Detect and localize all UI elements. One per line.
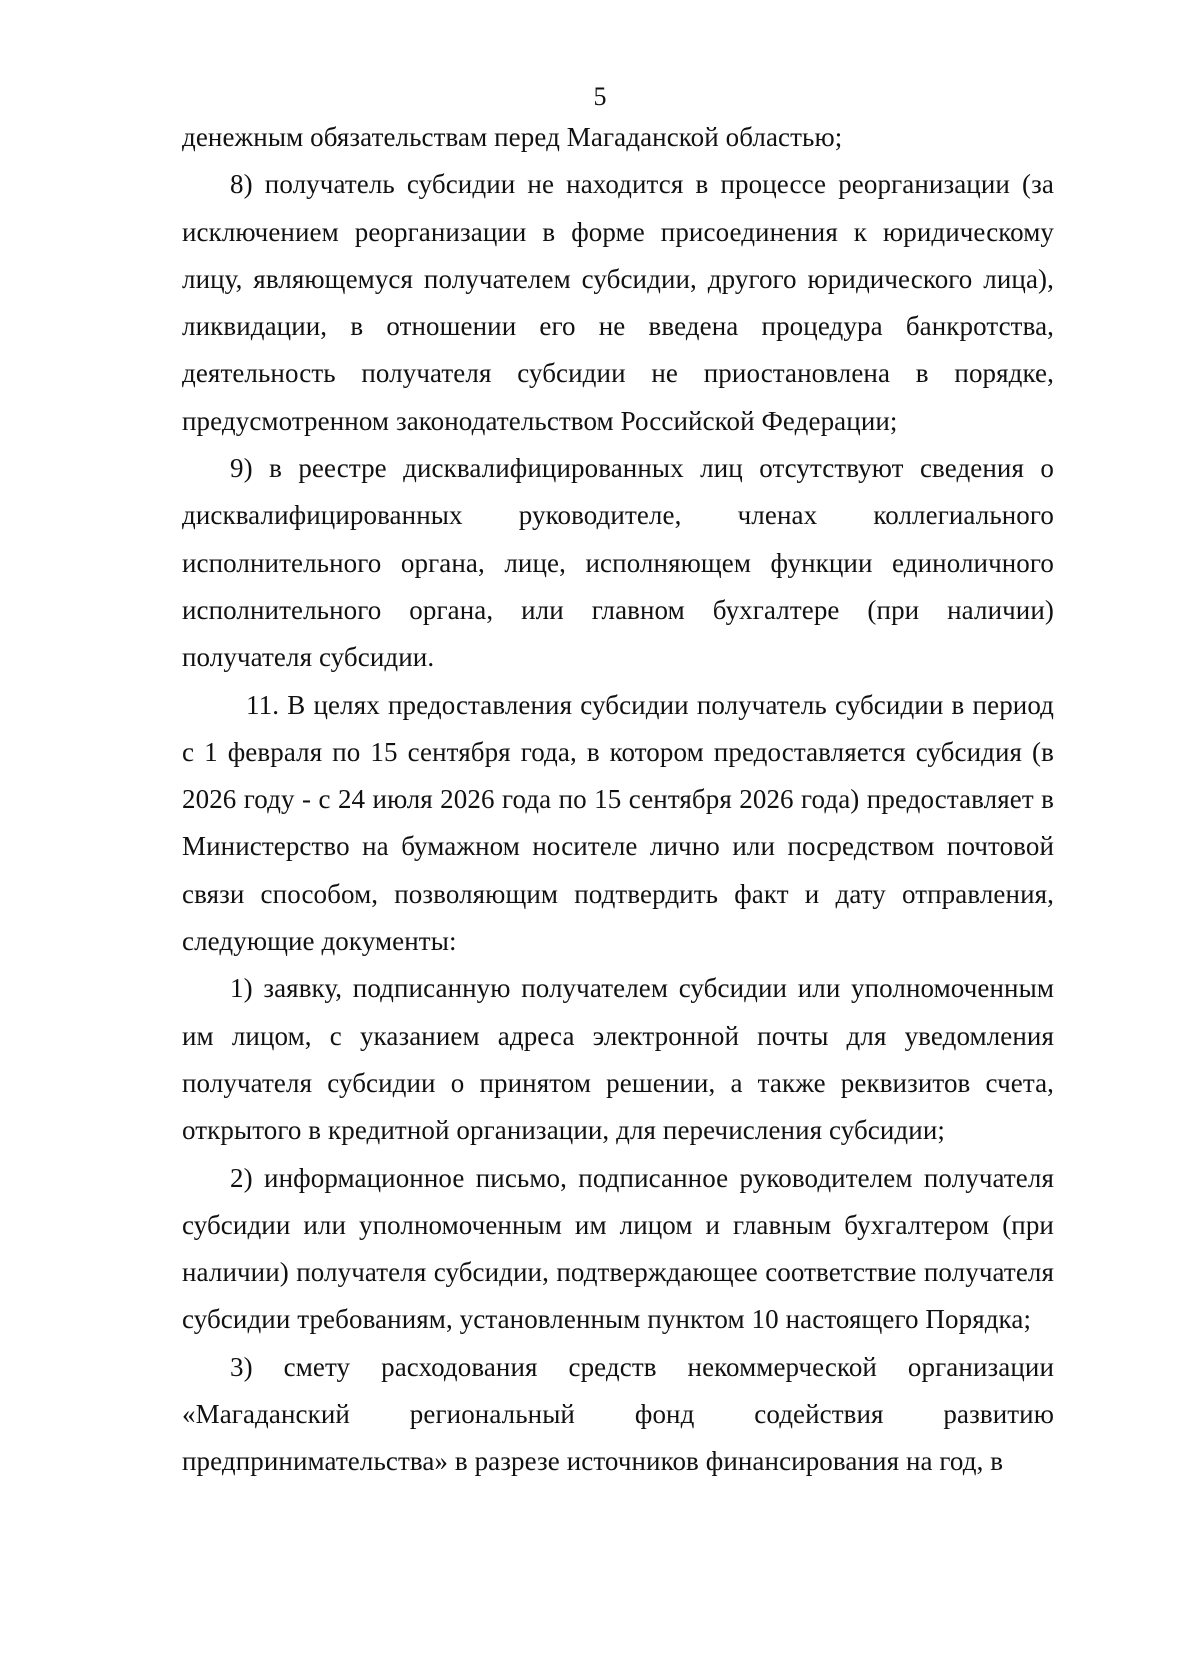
paragraph-subitem-2: 2) информационное письмо, подписанное руководителем получателя субсидии или уполномоченным им лицом и главным бухгалтером (при наличии) получателя субсидии, подтверждающее соответствие получателя субсидии требованиям, установленным пунктом 10 настоящего Порядка; [182,1162,1054,1335]
paragraph-subitem-1: 1) заявку, подписанную получателем субсидии или уполномоченным им лицом, с указанием адреса электронной почты для уведомления получателя субсидии о принятом решении, а также реквизитов счета, открытого в кредитной организации, для перечисления субсидии; [182,973,1054,1146]
paragraph-item-8: 8) получатель субсидии не находится в процессе реорганизации (за исключением реорганизации в форме присоединения к юридическому лицу, являющемуся получателем субсидии, другого юридического лица), ликвидации, в отношении его не введена процедура банкротства, деятельность получателя субсидии не приостановлена в порядке, предусмотренном законодательством Российской Федерации; [182,169,1054,436]
paragraph-clause-11: 11. В целях предоставления субсидии получатель субсидии в период с 1 февраля по 15 сентября года, в котором предоставляется субсидия (в 2026 году - с 24 июля 2026 года по 15 сентября 2026 года) предоставляет в Министерство на бумажном носителе лично или посредством почтовой связи способом, позволяющим подтвердить факт и дату отправления, следующие документы: [182,689,1054,957]
paragraph-continuation: денежным обязательствам перед Магаданской областью; [182,122,843,152]
paragraph-subitem-3: 3) смету расходования средств некоммерческой организации «Магаданский региональный фонд содействия развитию предпринимательства» в разрезе источников финансирования на год, в [182,1351,1054,1477]
document-body [182,114,1054,1486]
paragraph-item-9: 9) в реестре дисквалифицированных лиц отсутствуют сведения о дисквалифицированных руководителе, членах коллегиального исполнительного органа, лице, исполняющем функции единоличного исполнительного органа, или главном бухгалтере (при наличии) получателя субсидии. [182,453,1054,673]
page-number: 5 [593,82,607,111]
